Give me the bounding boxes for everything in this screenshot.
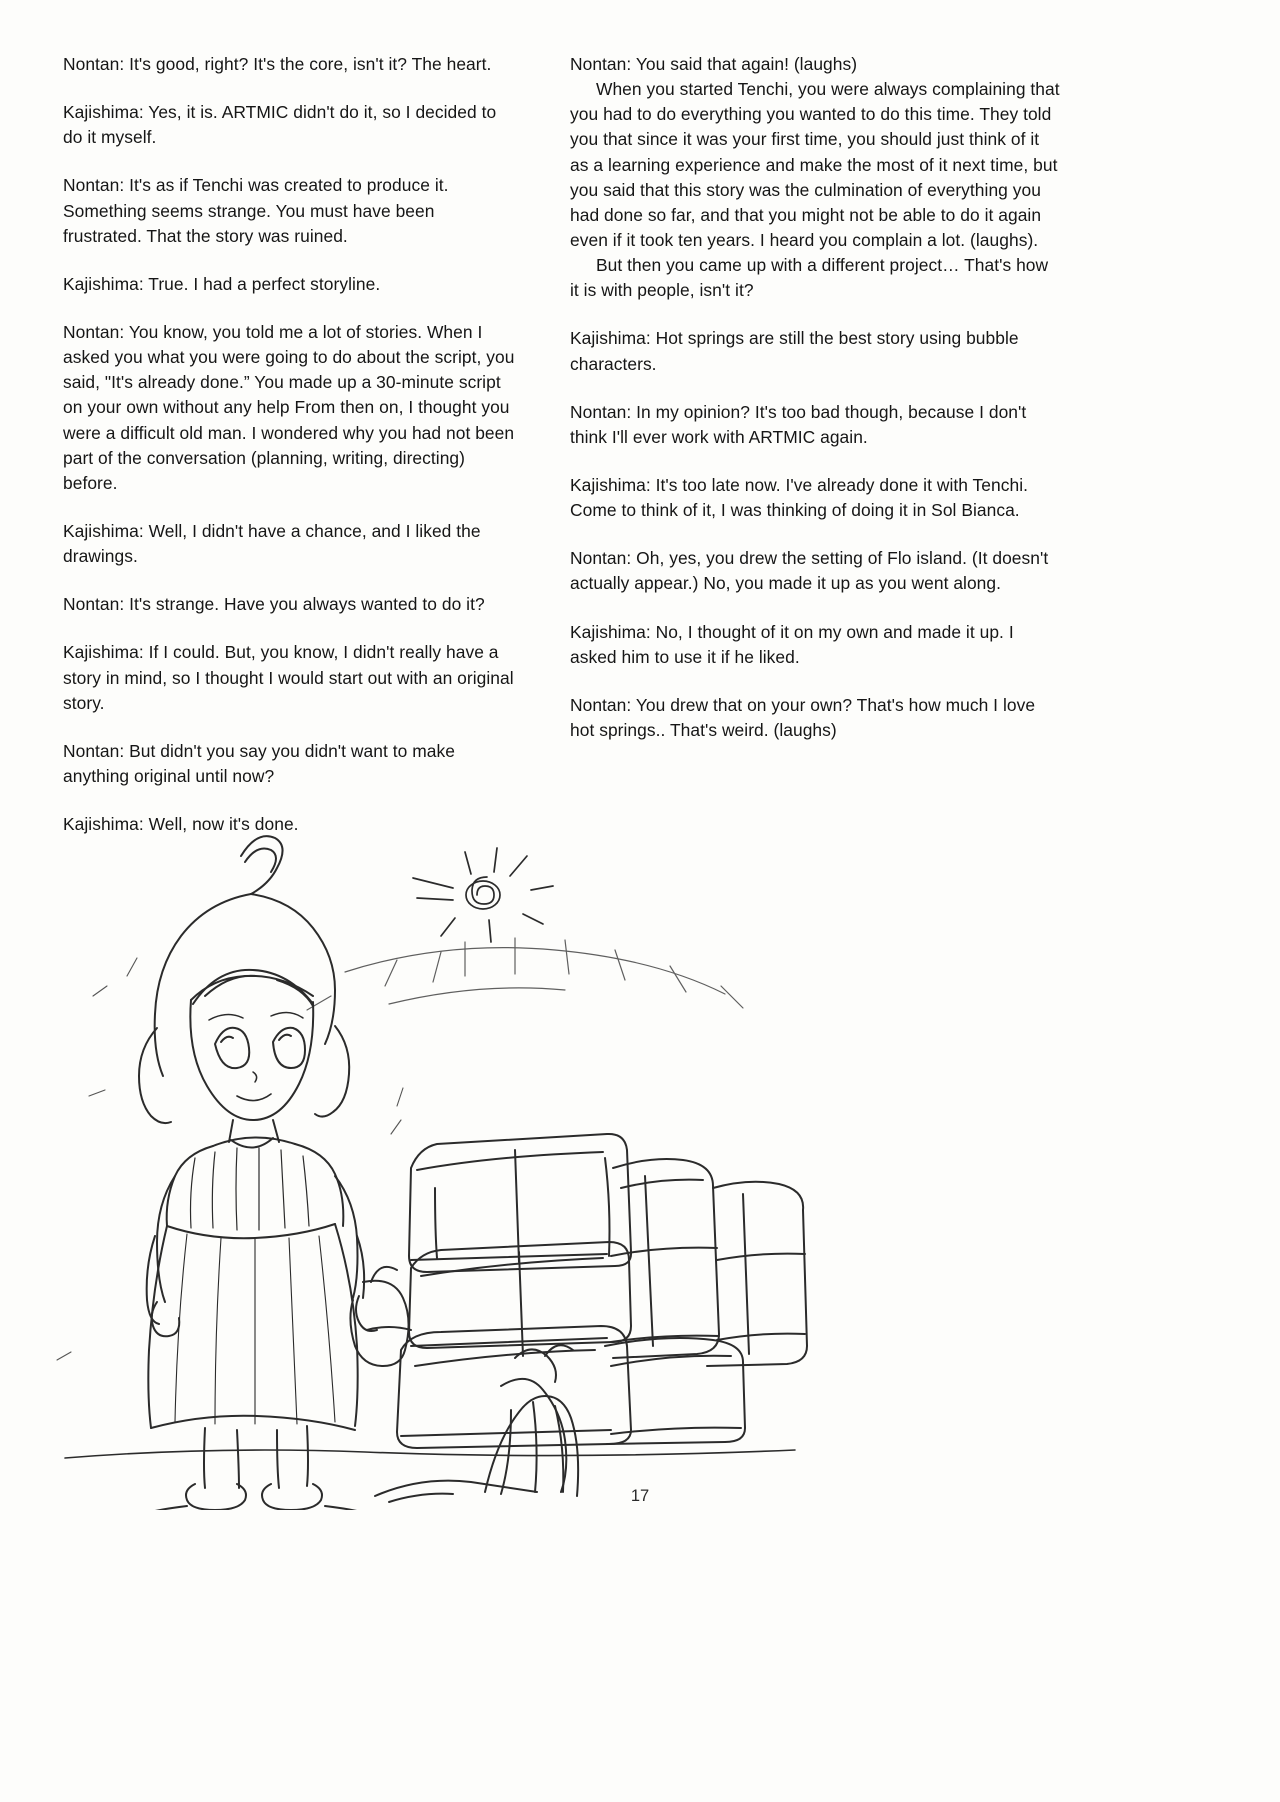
paragraph: Kajishima: Yes, it is. ARTMIC didn't do it, so I decided to do it myself. — [63, 102, 497, 148]
page-number: 17 — [630, 1487, 650, 1505]
paragraph: Nontan: It's good, right? It's the core, isn't it? The heart. — [63, 54, 492, 74]
right-column — [570, 52, 1060, 860]
girl-character-sketch — [137, 836, 411, 1510]
paragraph: Kajishima: No, I thought of it on my own and made it up. I asked him to use it if he liked. — [570, 621, 1014, 667]
paragraph-text: When you started Tenchi, you were always complaining that you had to do everything you wanted to do this time. They told you that since it was your first time, you should just think of it as a learning experience and make the most of it next time, but you said that this story was the culmination of everything you had done so far, and that you might not be able to do it again even if it took ten years. I heard you complain a lot. (laughs). — [570, 79, 1060, 250]
text-columns — [63, 52, 1218, 860]
umbrella-sketch — [375, 1345, 578, 1502]
paragraph: Nontan: It's strange. Have you always wanted to do it? — [63, 594, 485, 615]
paragraph — [570, 77, 1060, 253]
sofa-sketch — [409, 1134, 807, 1366]
paragraph: Kajishima: Well, now it's done. — [63, 814, 299, 835]
paragraph: Nontan: But didn't you say you didn't want to make anything original until now? — [63, 740, 455, 786]
line-art-sketch — [45, 790, 835, 1510]
paragraph: Nontan: It's as if Tenchi was created to produce it. Something seems strange. You must have been frustrated. That the story was ruined. — [63, 175, 449, 246]
paragraph-text: Nontan: You said that again! (laughs) — [570, 54, 858, 74]
paragraph: Kajishima: Well, I didn't have a chance, and I liked the drawings. — [63, 520, 481, 567]
paragraph: Nontan: Oh, yes, you drew the setting of Flo island. (It doesn't actually appear.) No, you made it up as you went along. — [570, 548, 1049, 594]
paragraph — [570, 253, 1060, 303]
paragraph: Kajishima: Hot springs are still the best story using bubble characters. — [570, 328, 1019, 374]
paragraph: Nontan: In my opinion? It's too bad though, because I don't think I'll ever work with ARTMIC again. — [570, 401, 1027, 447]
paragraph: Kajishima: True. I had a perfect storyline. — [63, 273, 381, 294]
left-column — [63, 52, 518, 860]
sun-icon — [413, 848, 553, 942]
paragraph: Nontan: You drew that on your own? That's how much I love hot springs.. That's weird. (laughs) — [570, 694, 1036, 740]
paragraph-text: But then you came up with a different project… That's how it is with people, isn't it? — [570, 255, 1049, 301]
paragraph — [570, 52, 1060, 77]
paragraph: Kajishima: If I could. But, you know, I didn't really have a story in mind, so I thought I would start out with an original story. — [63, 642, 514, 713]
paragraph: Nontan: You know, you told me a lot of stories. When I asked you what you were going to do about the script, you said, "It's already done.” You made up a 30-minute script on your own without any help From then on, I thought you were a difficult old man. I wondered why you had not been part of the conversation (planning, writing, directing) before. — [63, 321, 515, 493]
paragraph: Kajishima: It's too late now. I've already done it with Tenchi. Come to think of it, I was thinking of doing it in Sol Bianca. — [570, 474, 1029, 521]
